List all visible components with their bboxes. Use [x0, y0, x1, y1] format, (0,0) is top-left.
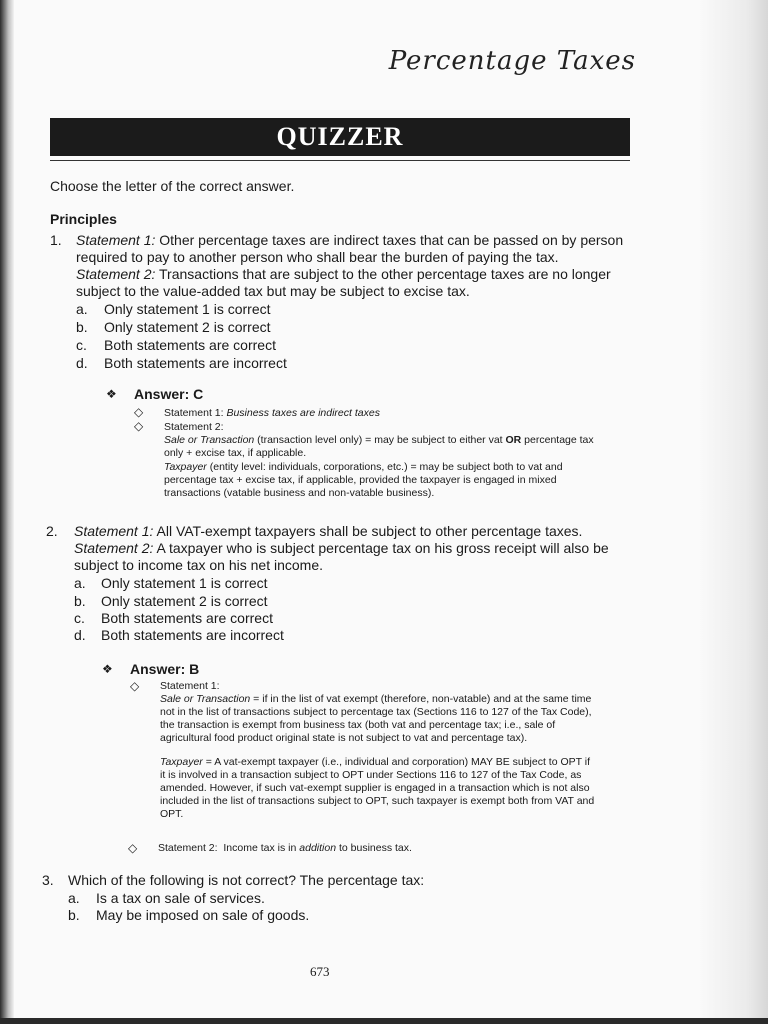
q2-s2-label: Statement 2:: [74, 540, 154, 556]
diamond-bullet-icon: ❖: [102, 662, 113, 676]
q2-number: 2.: [46, 523, 58, 539]
q2-exp2-b: addition: [299, 842, 337, 854]
q1-exp2-l1b: (transaction level only) = may be subject to either vat: [254, 434, 506, 446]
q2-answer: Answer: B: [130, 661, 200, 677]
q1-exp1-text: Business taxes are indirect taxes: [226, 407, 380, 419]
diamond-bullet-icon: ❖: [106, 387, 117, 401]
q2-s1-text: All VAT-exempt taxpayers shall be subject to other percentage taxes.: [153, 523, 583, 539]
q2-exp2-label: Statement 2:: [158, 842, 218, 854]
banner-rule: [50, 160, 630, 161]
q2-option-d: Both statements are incorrect: [101, 627, 284, 643]
q2-s1-label: Statement 1:: [74, 523, 154, 539]
q2-statement-2-cont: subject to income tax on his net income.: [74, 557, 324, 573]
q2-exp1-line-3: the transaction is exempt from business tax (both vat and percentage tax; i.e., sale of: [160, 719, 556, 731]
q1-s1-text: Other percentage taxes are indirect taxes that can be passed on by person: [155, 232, 624, 248]
q1-option-d: Both statements are incorrect: [104, 355, 287, 371]
q3-option-b: May be imposed on sale of goods.: [96, 907, 310, 923]
q1-exp2-term: Sale or Transaction: [164, 434, 255, 446]
q1-exp2-or: OR: [505, 434, 522, 446]
q3-text: Which of the following is not correct? The percentage tax:: [68, 872, 425, 888]
q2-exp1-line-8: included in the list of transactions subject to OPT, such taxpayer is exempt both from VAT and: [160, 795, 595, 807]
q1-statement-1: [76, 232, 623, 249]
q1-option-c: Both statements are correct: [104, 337, 276, 353]
q3-option-a-letter: a.: [68, 890, 80, 906]
q2-exp1-line-4: agricultural food product original state is not subject to vat and percentage tax).: [160, 732, 528, 744]
q1-option-a-letter: a.: [76, 301, 88, 317]
q2-s2-text: A taxpayer who is subject percentage tax on his gross receipt will also be: [153, 540, 609, 556]
q2-exp2-a: Income tax is in: [223, 842, 300, 854]
q2-statement-2: [74, 540, 609, 557]
q2-option-a-letter: a.: [74, 575, 86, 591]
book-spine-shadow: [0, 0, 14, 1024]
q1-exp2-line-5: transactions (vatable business and non-vatable business).: [164, 487, 435, 499]
q2-exp1-l5b: = A vat-exempt taxpayer (i.e., individual and corporation) MAY BE subject to OPT if: [202, 756, 591, 768]
q2-exp-statement-1-label: Statement 1:: [160, 680, 220, 692]
q2-exp1-l1b: = if in the list of vat exempt (therefore, non-vatable) and at the same time: [250, 693, 592, 705]
q1-option-c-letter: c.: [76, 337, 87, 353]
q1-exp-statement-1: [164, 407, 380, 420]
q2-exp1-term: Sale or Transaction: [160, 693, 251, 705]
q3-option-b-letter: b.: [68, 907, 80, 923]
q2-option-a: Only statement 1 is correct: [101, 575, 268, 591]
page-bottom-edge: [0, 1018, 768, 1024]
diamond-outline-icon: ◇: [128, 841, 138, 855]
q2-option-d-letter: d.: [74, 627, 86, 643]
q3-number: 3.: [42, 872, 54, 888]
q2-option-c: Both statements are correct: [101, 610, 273, 626]
q1-s2-label: Statement 2:: [76, 266, 156, 282]
q1-exp1-label: Statement 1:: [164, 407, 227, 419]
q1-exp2-line-4: percentage tax + excise tax, if applicable, provided the taxpayer is engaged in mixed: [164, 474, 557, 486]
q1-statement-2: [76, 266, 611, 283]
q2-exp1-line-1: [160, 693, 591, 706]
q1-exp2-l3b: (entity level: individuals, corporations, etc.) = may be subject both to vat and: [206, 461, 563, 473]
q1-exp2-l1d: percentage tax: [521, 434, 594, 446]
q1-option-b-letter: b.: [76, 319, 88, 335]
q1-s1-label: Statement 1:: [76, 232, 156, 248]
q1-exp2-line-3: [164, 461, 563, 474]
page-edge-shadow: [698, 0, 768, 1024]
diamond-outline-icon: ◇: [134, 405, 144, 419]
section-heading: Principles: [50, 211, 117, 227]
chapter-title: Percentage Taxes: [388, 46, 636, 76]
q3-option-a: Is a tax on sale of services.: [96, 890, 265, 906]
diamond-outline-icon: ◇: [130, 679, 140, 693]
q1-exp2-line-1: [164, 434, 594, 447]
q1-number: 1.: [50, 232, 62, 248]
q2-exp2-c: to business tax.: [336, 842, 412, 854]
q2-option-b-letter: b.: [74, 593, 86, 609]
q1-exp-statement-2-label: Statement 2:: [164, 421, 224, 433]
q1-statement-2-cont: subject to the value-added tax but may be subject to excise tax.: [76, 283, 470, 299]
q2-statement-1: [74, 523, 582, 540]
q1-option-a: Only statement 1 is correct: [104, 301, 271, 317]
q1-option-b: Only statement 2 is correct: [104, 319, 271, 335]
q2-exp1-line-9: OPT.: [160, 808, 184, 820]
quizzer-banner: QUIZZER: [50, 118, 630, 156]
q1-exp2-line-2: only + excise tax, if applicable.: [164, 447, 307, 459]
q1-exp2-taxpayer: Taxpayer: [164, 461, 207, 473]
q2-exp1-line-7: amended. However, if such vat-exempt supplier is engaged in a transaction which is not also: [160, 782, 590, 794]
q2-option-b: Only statement 2 is correct: [101, 593, 268, 609]
q1-statement-1-cont: required to pay to another person who shall bear the burden of paying the tax.: [76, 249, 559, 265]
diamond-outline-icon: ◇: [134, 419, 144, 433]
q2-exp1-line-2: not in the list of transactions subject to percentage tax (Sections 116 to 127 of the Tax Code),: [160, 706, 592, 718]
q2-exp1-line-5: [160, 756, 590, 769]
q1-s2-text: Transactions that are subject to the other percentage taxes are no longer: [155, 266, 611, 282]
q1-option-d-letter: d.: [76, 355, 88, 371]
q2-exp1-taxpayer: Taxpayer: [160, 756, 203, 768]
instructions: Choose the letter of the correct answer.: [50, 178, 295, 194]
q2-exp1-line-6: it is involved in a transaction subject to OPT under Sections 116 to 127 of the Tax Code, as: [160, 769, 582, 781]
q2-option-c-letter: c.: [74, 610, 85, 626]
q2-exp-statement-2: [158, 842, 412, 855]
page-number: 673: [310, 964, 330, 979]
q1-answer: Answer: C: [134, 386, 204, 402]
